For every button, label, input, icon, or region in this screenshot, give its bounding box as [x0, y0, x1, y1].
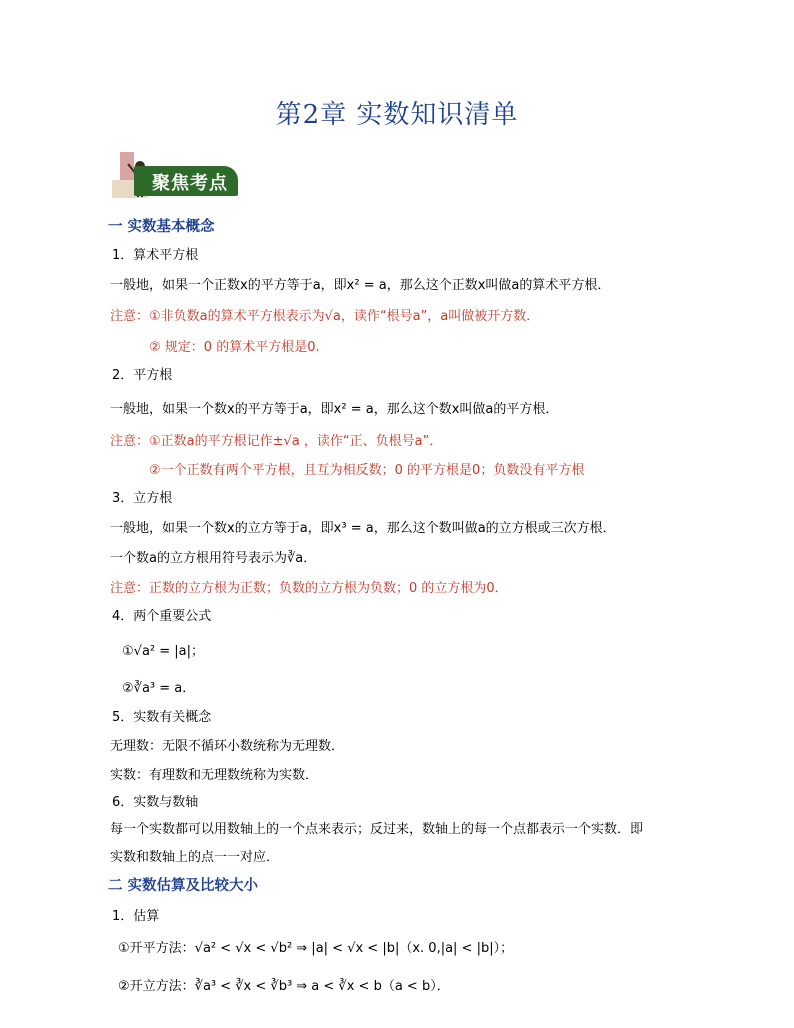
item-heading: 1．估算: [112, 909, 160, 924]
item-heading: 3．立方根: [112, 491, 173, 506]
note-line: 注意：①正数a的平方根记作±√a ，读作“正、负根号a”．: [110, 434, 443, 449]
formula-line: ②∛a³ = a．: [122, 681, 196, 696]
text-line: 实数：有理数和无理数统称为实数．: [110, 768, 319, 783]
section-heading-1: 一 实数基本概念: [108, 219, 215, 235]
item-heading: 6．实数与数轴: [112, 795, 199, 810]
item-heading: 1．算术平方根: [112, 248, 199, 263]
note-line: ②一个正数有两个平方根，且互为相反数；0 的平方根是0；负数没有平方根: [149, 463, 585, 478]
text-line: 每一个实数都可以用数轴上的一个点来表示；反过来，数轴上的每一个点都表示一个实数．即: [110, 822, 644, 837]
text-line: 一般地，如果一个数x的立方等于a，即x³ = a，那么这个数叫做a的立方根或三次方根．: [110, 521, 616, 536]
section-banner: [108, 150, 240, 202]
text-line: 实数和数轴上的点一一对应．: [110, 850, 280, 865]
formula-line: ①开平方法：√a² < √x < √b² ⇒ |a| < √x < |b|（x. 0,|a| < |b|）；: [118, 941, 514, 956]
text-line: 一般地，如果一个正数x的平方等于a，即x² = a，那么这个正数x叫做a的算术平方根．: [110, 278, 611, 293]
item-heading: 5．实数有关概念: [112, 710, 212, 725]
text-line: 无理数：无限不循环小数统称为无理数．: [110, 739, 345, 754]
item-heading: 4．两个重要公式: [112, 609, 212, 624]
page-title: 第2章 实数知识清单: [275, 100, 519, 130]
note-line: 注意：正数的立方根为正数；负数的立方根为负数；0 的立方根为0．: [110, 581, 508, 596]
formula-line: ②开立方法：∛a³ < ∛x < ∛b³ ⇒ a < ∛x < b（a < b）．: [118, 979, 450, 994]
text-line: 一个数a的立方根用符号表示为∛a．: [110, 551, 317, 566]
formula-line: ①√a² = |a|；: [122, 644, 204, 659]
banner-label: 聚焦考点: [152, 173, 228, 194]
text-line: 一般地，如果一个数x的平方等于a，即x² = a，那么这个数x叫做a的平方根．: [110, 402, 559, 417]
note-line: ② 规定：0 的算术平方根是0.: [149, 340, 320, 355]
item-heading: 2．平方根: [112, 368, 173, 383]
note-line: 注意：①非负数a的算术平方根表示为√a，读作“根号a”，a叫做被开方数．: [110, 309, 540, 324]
section-heading-2: 二 实数估算及比较大小: [108, 878, 259, 894]
